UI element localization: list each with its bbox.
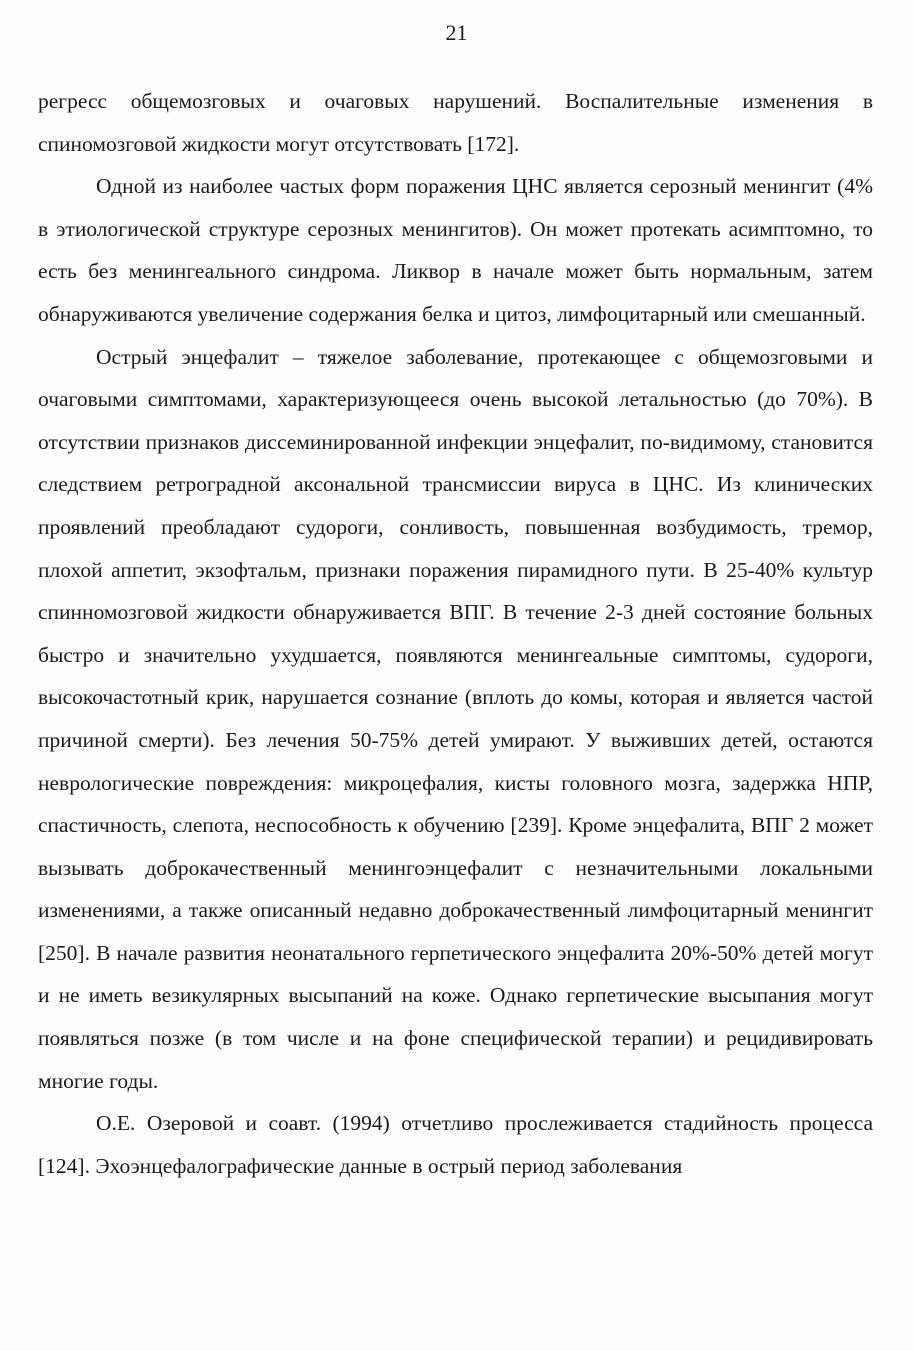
paragraph-serous-meningitis: Одной из наиболее частых форм поражения ЦНС является серозный менингит (4% в этиологической структуре серозных менингитов). Он может протекать асимптомно, то есть без менингеального синдрома. Ликвор в начале может быть нормальным, затем обнаруживаются увеличение содержания белка и цитоз, лимфоцитарный или смешанный. <box>38 174 873 326</box>
paragraph-acute-encephalitis: Острый энцефалит – тяжелое заболевание, протекающее с общемозговыми и очаговыми симптомами, характеризующееся очень высокой летальностью (до 70%). В отсутствии признаков диссеминированной инфекции энцефалит, по-видимому, становится следствием ретроградной аксональной трансмиссии вируса в ЦНС. Из клинических проявлений преобладают судороги, сонливость, повышенная возбудимость, тремор, плохой аппетит, экзофтальм, признаки поражения пирамидного пути. В 25-40% культур спинномозговой жидкости обнаруживается ВПГ. В течение 2-3 дней состояние больных быстро и значительно ухудшается, появляются менингеальные симптомы, судороги, высокочастотный крик, нарушается сознание (вплоть до комы, которая и является частой причиной смерти). Без лечения 50-75% детей умирают. У выживших детей, остаются неврологические повреждения: микроцефалия, кисты головного мозга, задержка НПР, спастичность, слепота, неспособность к обучению [239]. Кроме энцефалита, ВПГ 2 может вызывать доброкачественный менингоэнцефалит с незначительными локальными изменениями, а также описанный недавно доброкачественный лимфоцитарный менингит [250]. В начале развития неонатального герпетического энцефалита 20%-50% детей могут и не иметь везикулярных высыпаний на коже. Однако герпетические высыпания могут появляться позже (в том числе и на фоне специфической терапии) и рецидивировать многие годы. <box>38 344 873 1093</box>
page-number: 21 <box>445 20 468 45</box>
body-text <box>38 80 873 1187</box>
paragraph-continuation: регресс общемозговых и очаговых нарушений. Воспалительные изменения в спиномозговой жидкости могут отсутствовать [172]. <box>38 89 873 156</box>
paragraph-ozerova-study: О.Е. Озеровой и соавт. (1994) отчетливо прослеживается стадийность процесса [124]. Эхоэнцефалографические данные в острый период заболевания <box>38 1111 873 1178</box>
